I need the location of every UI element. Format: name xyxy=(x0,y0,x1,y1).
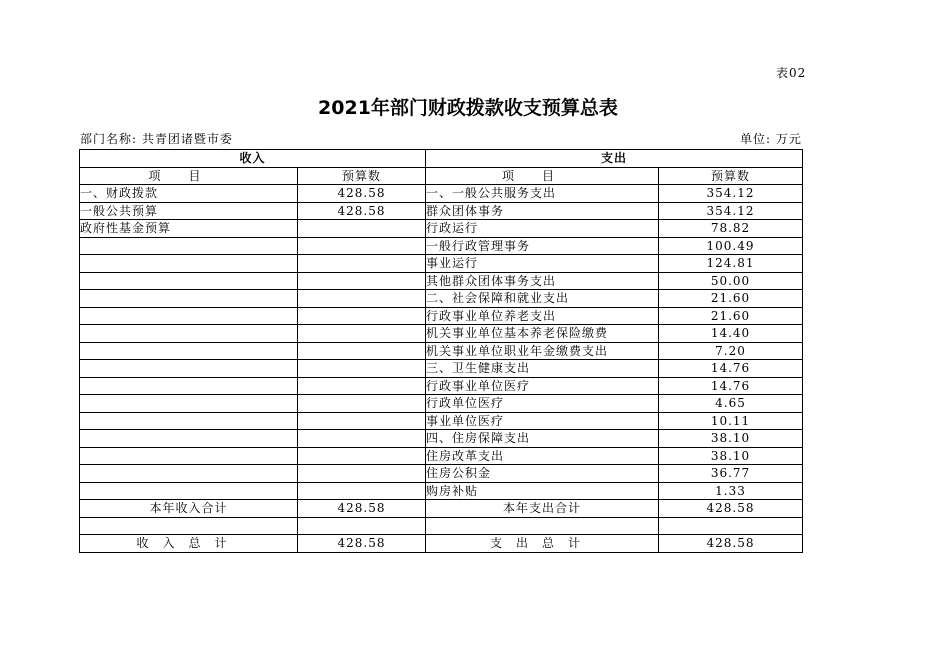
table-row xyxy=(80,272,803,290)
income-value-cell xyxy=(298,447,426,465)
table-row xyxy=(80,360,803,378)
table-number: 表02 xyxy=(776,66,807,80)
expense-item-cell: 事业运行 xyxy=(426,255,659,273)
empty-cell xyxy=(426,517,659,535)
expense-item-cell: 行政运行 xyxy=(426,220,659,238)
expense-item-cell: 二、社会保障和就业支出 xyxy=(426,290,659,308)
income-item-cell xyxy=(80,307,298,325)
expense-value-cell: 10.11 xyxy=(659,412,803,430)
table-row xyxy=(80,237,803,255)
table-row xyxy=(80,377,803,395)
table-body xyxy=(80,185,803,500)
expense-item-cell: 机关事业单位基本养老保险缴费 xyxy=(426,325,659,343)
income-item-cell xyxy=(80,465,298,483)
table-row xyxy=(80,202,803,220)
income-value-cell xyxy=(298,272,426,290)
expense-item-cell: 行政单位医疗 xyxy=(426,395,659,413)
income-item-column-header: 项目 xyxy=(80,167,298,185)
expense-budget-column-header: 预算数 xyxy=(659,167,803,185)
income-value-cell xyxy=(298,255,426,273)
expense-item-cell: 事业单位医疗 xyxy=(426,412,659,430)
expense-item-cell: 行政事业单位医疗 xyxy=(426,377,659,395)
income-value-cell xyxy=(298,360,426,378)
empty-cell xyxy=(659,517,803,535)
expense-value-cell: 36.77 xyxy=(659,465,803,483)
expense-item-cell: 四、住房保障支出 xyxy=(426,430,659,448)
expense-value-cell: 50.00 xyxy=(659,272,803,290)
income-value-cell xyxy=(298,412,426,430)
expense-value-cell: 100.49 xyxy=(659,237,803,255)
income-item-cell xyxy=(80,395,298,413)
expense-value-cell: 124.81 xyxy=(659,255,803,273)
year-income-value: 428.58 xyxy=(298,500,426,518)
expense-value-cell: 14.40 xyxy=(659,325,803,343)
column-header-row xyxy=(80,167,803,185)
year-income-label: 本年收入合计 xyxy=(80,500,298,518)
income-item-cell xyxy=(80,342,298,360)
expense-item-cell: 住房公积金 xyxy=(426,465,659,483)
income-budget-column-header: 预算数 xyxy=(298,167,426,185)
income-value-cell xyxy=(298,342,426,360)
expense-item-column-header: 项目 xyxy=(426,167,659,185)
income-item-cell xyxy=(80,290,298,308)
expense-item-cell: 一般行政管理事务 xyxy=(426,237,659,255)
expense-value-cell: 38.10 xyxy=(659,447,803,465)
income-item-cell xyxy=(80,255,298,273)
table-section-header xyxy=(80,150,803,168)
expense-value-cell: 7.20 xyxy=(659,342,803,360)
empty-cell xyxy=(298,517,426,535)
table-row xyxy=(80,465,803,483)
expense-header: 支出 xyxy=(426,150,803,168)
income-item-cell xyxy=(80,412,298,430)
table-row xyxy=(80,185,803,203)
unit-label: 单位: 万元 xyxy=(740,132,802,146)
income-value-cell xyxy=(298,377,426,395)
income-value-cell xyxy=(298,237,426,255)
expense-value-cell: 78.82 xyxy=(659,220,803,238)
income-value-cell xyxy=(298,465,426,483)
income-item-cell xyxy=(80,272,298,290)
expense-item-cell: 三、卫生健康支出 xyxy=(426,360,659,378)
table-row xyxy=(80,325,803,343)
expense-value-cell: 354.12 xyxy=(659,202,803,220)
year-expense-label: 本年支出合计 xyxy=(426,500,659,518)
income-item-cell xyxy=(80,377,298,395)
income-header: 收入 xyxy=(80,150,426,168)
income-item-cell xyxy=(80,237,298,255)
income-value-cell xyxy=(298,307,426,325)
expense-value-cell: 14.76 xyxy=(659,360,803,378)
income-value-cell xyxy=(298,220,426,238)
expense-value-cell: 21.60 xyxy=(659,290,803,308)
table-row xyxy=(80,342,803,360)
income-item-cell xyxy=(80,325,298,343)
expense-item-cell: 住房改革支出 xyxy=(426,447,659,465)
table-row xyxy=(80,220,803,238)
total-expense-value: 428.58 xyxy=(659,535,803,553)
income-item-cell: 政府性基金预算 xyxy=(80,220,298,238)
empty-cell xyxy=(80,517,298,535)
income-value-cell xyxy=(298,395,426,413)
income-value-cell xyxy=(298,325,426,343)
expense-item-cell: 行政事业单位养老支出 xyxy=(426,307,659,325)
empty-row xyxy=(80,517,803,535)
expense-item-cell: 其他群众团体事务支出 xyxy=(426,272,659,290)
page-title: 2021年部门财政拨款收支预算总表 xyxy=(318,97,618,119)
income-item-cell xyxy=(80,430,298,448)
total-expense-label: 支出总计 xyxy=(426,535,659,553)
table-row xyxy=(80,412,803,430)
expense-value-cell: 14.76 xyxy=(659,377,803,395)
table-row xyxy=(80,255,803,273)
total-income-label: 收入总计 xyxy=(80,535,298,553)
table-row xyxy=(80,447,803,465)
department-name: 部门名称: 共青团诸暨市委 xyxy=(80,132,233,146)
table-row xyxy=(80,290,803,308)
total-income-value: 428.58 xyxy=(298,535,426,553)
income-value-cell: 428.58 xyxy=(298,202,426,220)
budget-table xyxy=(79,149,803,553)
grand-total-row xyxy=(80,535,803,553)
income-value-cell xyxy=(298,430,426,448)
income-value-cell: 428.58 xyxy=(298,185,426,203)
expense-value-cell: 1.33 xyxy=(659,482,803,500)
expense-value-cell: 4.65 xyxy=(659,395,803,413)
income-value-cell xyxy=(298,482,426,500)
income-value-cell xyxy=(298,290,426,308)
income-item-cell: 一般公共预算 xyxy=(80,202,298,220)
table-row xyxy=(80,482,803,500)
expense-value-cell: 21.60 xyxy=(659,307,803,325)
expense-item-cell: 机关事业单位职业年金缴费支出 xyxy=(426,342,659,360)
table-row xyxy=(80,307,803,325)
table-row xyxy=(80,430,803,448)
expense-value-cell: 354.12 xyxy=(659,185,803,203)
table-row xyxy=(80,395,803,413)
income-item-cell xyxy=(80,482,298,500)
expense-item-cell: 群众团体事务 xyxy=(426,202,659,220)
income-item-cell xyxy=(80,447,298,465)
expense-item-cell: 一、一般公共服务支出 xyxy=(426,185,659,203)
year-expense-value: 428.58 xyxy=(659,500,803,518)
income-item-cell: 一、财政拨款 xyxy=(80,185,298,203)
expense-item-cell: 购房补贴 xyxy=(426,482,659,500)
year-total-row xyxy=(80,500,803,518)
income-item-cell xyxy=(80,360,298,378)
expense-value-cell: 38.10 xyxy=(659,430,803,448)
